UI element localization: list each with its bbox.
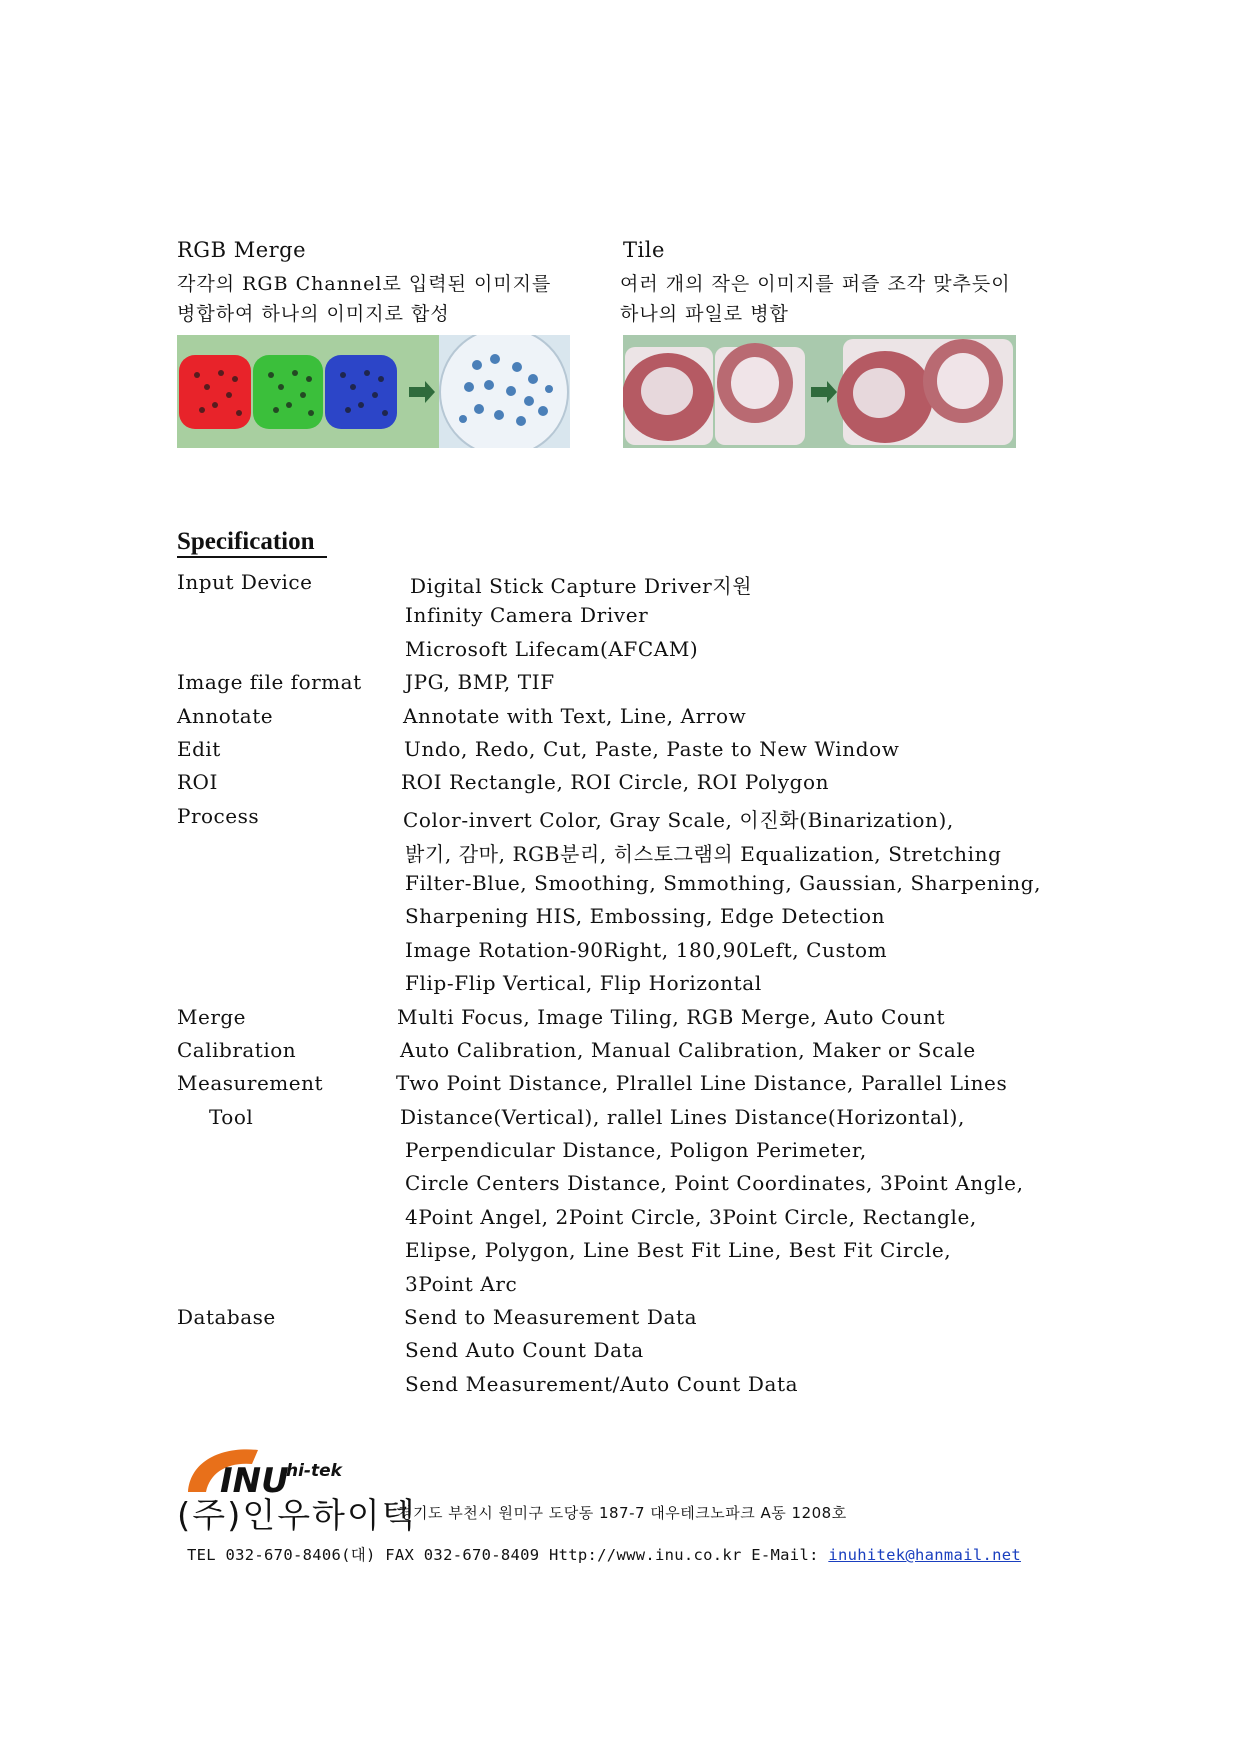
spec-value: Auto Calibration, Manual Calibration, Maker or Scale — [400, 1038, 976, 1062]
spec-value: Flip-Flip Vertical, Flip Horizontal — [405, 971, 762, 995]
label-edit: Edit — [177, 737, 221, 761]
spec-value: Two Point Distance, Plrallel Line Distance, Parallel Lines — [396, 1071, 1008, 1095]
spec-value: Send Measurement/Auto Count Data — [405, 1372, 799, 1396]
rgb-merge-desc-line1: 각각의 RGB Channel로 입력된 이미지를 — [177, 273, 552, 295]
svg-text:hi-tek: hi-tek — [286, 1461, 342, 1481]
spec-value: Distance(Vertical), rallel Lines Distance(Horizontal), — [400, 1105, 965, 1129]
label-image-file-format: Image file format — [177, 670, 362, 694]
label-measurement: Measurement — [177, 1071, 323, 1095]
spec-value: 3Point Arc — [405, 1272, 518, 1296]
label-process: Process — [177, 804, 260, 828]
svg-text:INU: INU — [220, 1461, 289, 1501]
spec-value: Image Rotation-90Right, 180,90Left, Custom — [405, 938, 888, 962]
email-link[interactable]: inuhitek@hanmail.net — [828, 1546, 1021, 1564]
spec-value: Perpendicular Distance, Poligon Perimeter, — [405, 1138, 867, 1162]
spec-value: 4Point Angel, 2Point Circle, 3Point Circle, Rectangle, — [405, 1205, 977, 1229]
spec-value: Filter-Blue, Smoothing, Smmothing, Gaussian, Sharpening, — [405, 871, 1042, 895]
specification-heading: Specification — [177, 528, 327, 558]
spec-value: Multi Focus, Image Tiling, RGB Merge, Auto Count — [397, 1005, 946, 1029]
rgb-merge-image — [177, 335, 570, 448]
company-address: 경기도 부천시 원미구 도당동 187-7 대우테크노파크 A동 1208호 — [398, 1504, 847, 1522]
label-calibration: Calibration — [177, 1038, 297, 1062]
rgb-merge-desc-line2: 병합하여 하나의 이미지로 합성 — [177, 303, 450, 325]
spec-value: 밝기, 감마, RGB분리, 히스토그램의 Equalization, Stretching — [405, 842, 1002, 866]
spec-value: Elipse, Polygon, Line Best Fit Line, Best Fit Circle, — [405, 1238, 952, 1262]
spec-value: Infinity Camera Driver — [405, 603, 649, 627]
contact-line — [187, 1543, 1021, 1565]
label-roi: ROI — [177, 770, 218, 794]
tile-title: Tile — [623, 238, 665, 262]
spec-value: Undo, Redo, Cut, Paste, Paste to New Window — [404, 737, 900, 761]
contact-info: TEL 032-670-8406(대) FAX 032-670-8409 Http://www.inu.co.kr E-Mail: — [187, 1546, 829, 1564]
tile-desc-line1: 여러 개의 작은 이미지를 퍼즐 조각 맞추듯이 — [620, 273, 1011, 295]
spec-value: JPG, BMP, TIF — [405, 670, 555, 694]
spec-value: Color-invert Color, Gray Scale, 이진화(Binarization), — [403, 808, 954, 832]
spec-value: Send to Measurement Data — [404, 1305, 698, 1329]
company-name: (주)인우하이텍 — [177, 1496, 417, 1536]
spec-value: Microsoft Lifecam(AFCAM) — [405, 637, 699, 661]
label-merge: Merge — [177, 1005, 247, 1029]
spec-value: Sharpening HIS, Embossing, Edge Detection — [405, 904, 886, 928]
tile-desc-line2: 하나의 파일로 병합 — [620, 303, 789, 325]
spec-value: Circle Centers Distance, Point Coordinates, 3Point Angle, — [405, 1171, 1024, 1195]
spec-value: Send Auto Count Data — [405, 1338, 644, 1362]
spec-value: Annotate with Text, Line, Arrow — [403, 704, 747, 728]
spec-value: Digital Stick Capture Driver지원 — [410, 574, 753, 598]
rgb-merge-title: RGB Merge — [177, 238, 307, 262]
label-input-device: Input Device — [177, 570, 313, 594]
label-tool: Tool — [209, 1105, 254, 1129]
tile-image — [623, 335, 1016, 448]
label-database: Database — [177, 1305, 276, 1329]
spec-value: ROI Rectangle, ROI Circle, ROI Polygon — [401, 770, 830, 794]
label-annotate: Annotate — [177, 704, 274, 728]
